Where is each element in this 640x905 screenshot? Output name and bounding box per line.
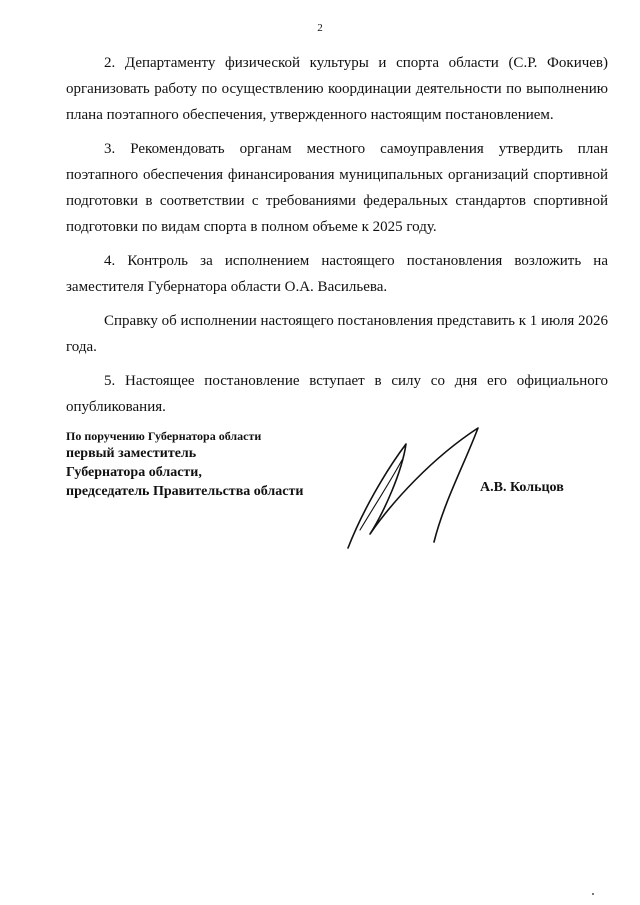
handwritten-signature [340,420,490,560]
signatory-name: А.В. Кольцов [480,480,564,495]
paragraph-2-department: 2. Департаменту физической культуры и спорта области (С.Р. Фокичев) организовать работу по осуществлению координации деятельности по выполнению плана поэтапного обеспечения, утвержденного настоящим постановлением. [66,55,608,123]
paragraph-report: Справку об исполнении настоящего постановления представить к 1 июля 2026 года. [66,313,608,355]
signatory-position-line-2: Губернатора области, [66,465,202,480]
signatory-position-line-1: первый заместитель [66,446,197,461]
signatory-position-line-3: председатель Правительства области [66,484,304,499]
paragraph-5-effective: 5. Настоящее постановление вступает в силу со дня его официального опубликования. [66,373,608,415]
page-number: 2 [317,22,323,34]
signatory-instruction: По поручению Губернатора области [66,429,262,443]
document-body [66,50,608,420]
paragraph-4-control: 4. Контроль за исполнением настоящего постановления возложить на заместителя Губернатора области О.А. Васильева. [66,253,608,295]
scan-mark [592,893,594,895]
paragraph-3-recommendation: 3. Рекомендовать органам местного самоуправления утвердить план поэтапного обеспечения финансирования муниципальных организаций спортивной подготовки в соответствии с требованиями федеральных стандартов спортивной подготовки по видам спорта в полном объеме к 2025 году. [66,141,608,235]
